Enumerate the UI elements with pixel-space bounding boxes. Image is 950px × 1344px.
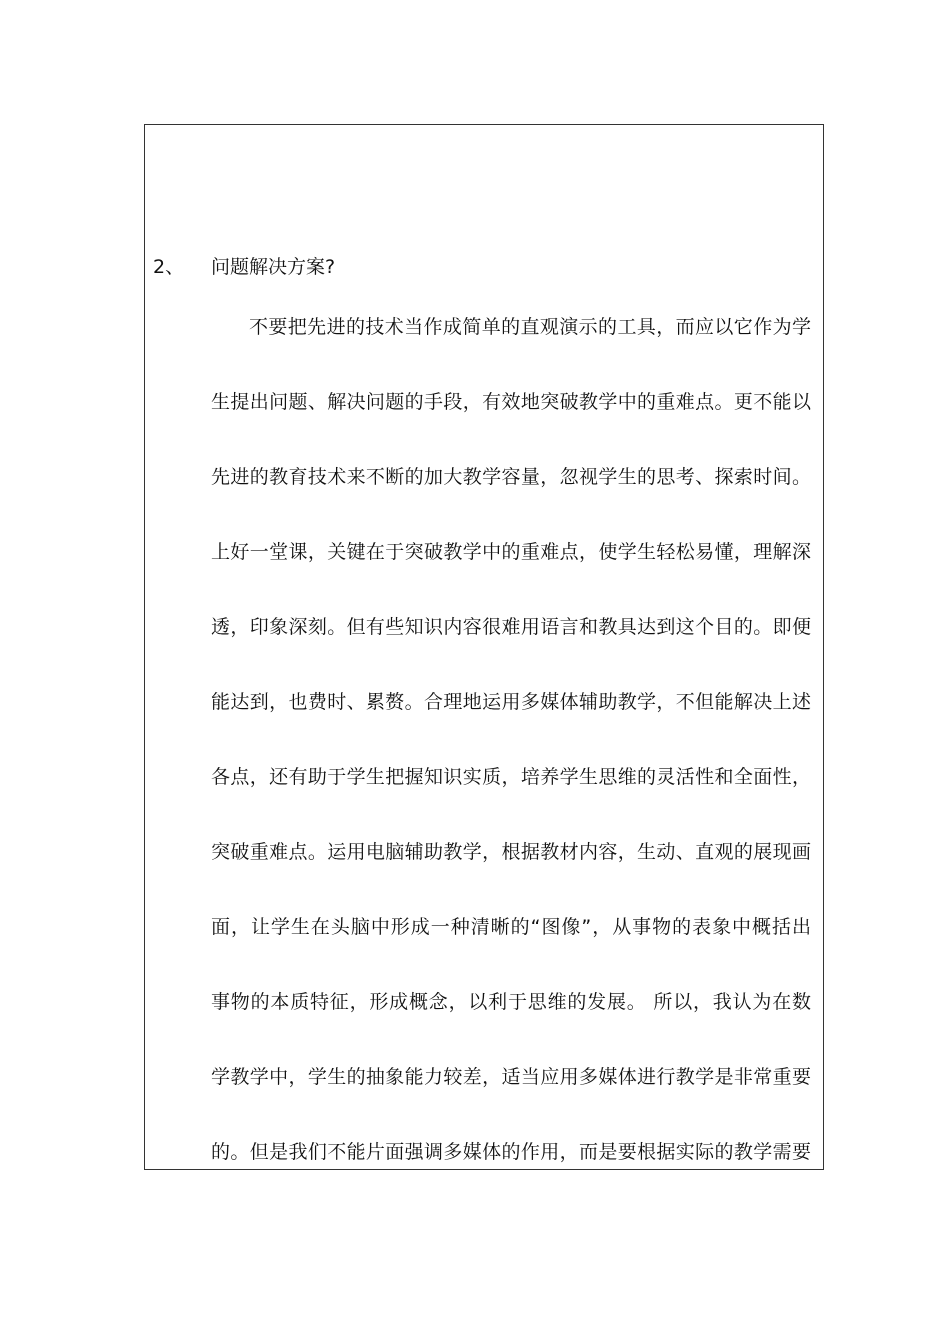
paragraph-line: 的。但是我们不能片面强调多媒体的作用，而是要根据实际的教学需要 (211, 1141, 811, 1163)
paragraph-line: 透，印象深刻。但有些知识内容很难用语言和教具达到这个目的。即便 (211, 616, 811, 638)
paragraph-line: 生提出问题、解决问题的手段，有效地突破教学中的重难点。更不能以 (211, 391, 811, 413)
paragraph-line: 突破重难点。运用电脑辅助教学，根据教材内容，生动、直观的展现画 (211, 841, 811, 863)
paragraph-line: 先进的教育技术来不断的加大教学容量，忽视学生的思考、探索时间。 (211, 466, 811, 488)
paragraph-line: 各点，还有助于学生把握知识实质，培养学生思维的灵活性和全面性， (211, 766, 811, 788)
section-heading (153, 253, 335, 281)
paragraph-line: 学教学中，学生的抽象能力较差，适当应用多媒体进行教学是非常重要 (211, 1066, 811, 1088)
paragraph-line: 不要把先进的技术当作成简单的直观演示的工具，而应以它作为学 (249, 316, 811, 338)
paragraph-line: 面，让学生在头脑中形成一种清晰的“图像”，从事物的表象中概括出 (211, 916, 811, 938)
paragraph (211, 313, 811, 1170)
paragraph-line: 事物的本质特征，形成概念，以利于思维的发展。 所以，我认为在数 (211, 991, 811, 1013)
paragraph-line: 能达到，也费时、累赘。合理地运用多媒体辅助教学，不但能解决上述 (211, 691, 811, 713)
paragraph-line: 上好一堂课，关键在于突破教学中的重难点，使学生轻松易懂，理解深 (211, 541, 811, 563)
section-number: 2、 (153, 256, 185, 278)
section-title: 问题解决方案? (211, 256, 336, 278)
table-cell-frame (144, 124, 824, 1170)
